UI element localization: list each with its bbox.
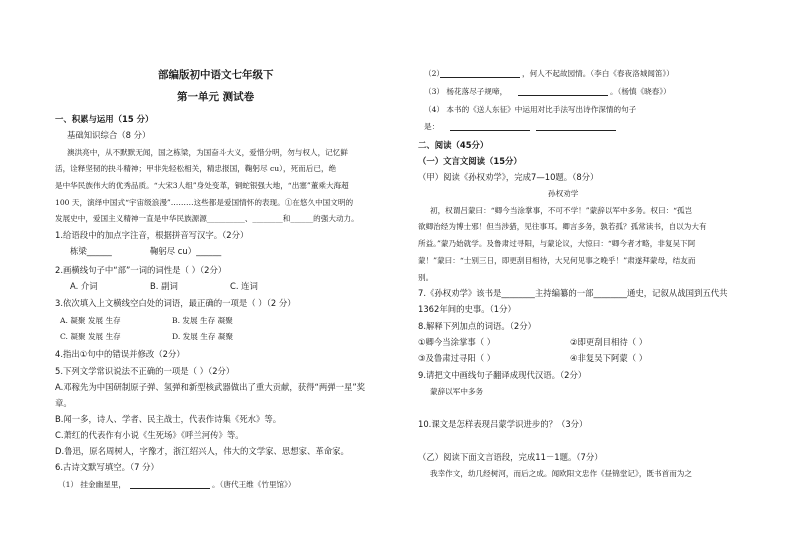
q5-option-d[interactable]: D.鲁迅，原名周树人，字豫才，浙江绍兴人，伟大的文学家、思想家、革命家。 bbox=[55, 446, 349, 456]
question-7: 7.《孙权劝学》该书是________主持编纂的一部________通史，记叙从战国到五代共 bbox=[418, 288, 728, 298]
passage-yi-intro: （乙）阅读下面文言语段，完成11－1题。（7分） bbox=[418, 452, 603, 462]
q6-1-prompt: （1） 挂金幽星里， bbox=[58, 480, 126, 489]
q8-item-2[interactable]: ②即更刮目相待（ ） bbox=[570, 337, 648, 347]
q1-blank-a[interactable]: 栋梁______ bbox=[70, 246, 112, 256]
basics-heading: 基础知识综合（8 分） bbox=[67, 130, 151, 140]
q6-2-source: ，何人不起故园情。（李白《春夜洛城闻笛》） bbox=[522, 69, 674, 78]
passage-line: 发展史中，爱国主义精神一直是中华民族源源__________、________和______的强大动力。 bbox=[55, 214, 359, 223]
q2-option-c[interactable]: C. 连词 bbox=[230, 281, 258, 291]
question-1: 1.给语段中的加点字注音，根据拼音写汉字。（2分） bbox=[55, 230, 249, 240]
q3-option-c[interactable]: C. 凝聚 发展 生存 bbox=[60, 332, 121, 341]
question-10: 10.课文是怎样表现吕蒙学识进步的？（3分） bbox=[418, 419, 588, 429]
article-line: 初，权谓吕蒙曰：“卿今当涂掌事，不可不学！”蒙辞以军中多务。权曰：“孤岂 bbox=[430, 206, 693, 215]
q8-item-1[interactable]: ①卿今当涂掌事（ ） bbox=[418, 337, 496, 347]
article-line: 欲卿治经为博士邪！但当涉猎，见往事耳。卿言多务，孰若孤？孤常读书，自以为大有 bbox=[418, 222, 707, 231]
q3-option-b[interactable]: B. 发展 生存 凝聚 bbox=[172, 316, 233, 325]
passage-line: 是中华民族伟大的优秀品质。“大宋3人组”身处变革，铜蛇银强大地，“出塞”董乘大海超 bbox=[55, 181, 349, 190]
question-7-cont: 1362年间的史事。（1分） bbox=[418, 304, 516, 314]
q6-4-label: 是： bbox=[424, 122, 440, 131]
q1-blank-b[interactable]: 鞠躬尽 cu）______ bbox=[150, 246, 222, 256]
q6-3-source: 。（杨慎《晓春》） bbox=[610, 87, 671, 96]
q2-option-b[interactable]: B. 副词 bbox=[150, 281, 178, 291]
article-line: 别。 bbox=[418, 273, 434, 282]
article-line: 蒙！”蒙曰：“士别三日，即更刮目相待，大兄何见事之晚乎！”肃遂拜蒙母，结友而 bbox=[418, 256, 696, 265]
article-line: 所益。”蒙乃始就学。及鲁肃过寻阳，与蒙论议，大惊曰：“卿今者才略，非复吴下阿 bbox=[418, 239, 696, 248]
passage-yi-text: 我幸作文，幼几经树河，而后之成。闻欧阳文忠作《昼锦堂记》，既书首而为之 bbox=[430, 469, 692, 478]
passage-line: 100 天，演绎中国式“宇宙级浪漫”………这些都是爱国情怀的表现。①在悠久中国文明的 bbox=[55, 198, 354, 207]
q8-item-3[interactable]: ③及鲁肃过寻阳（ ） bbox=[418, 353, 496, 363]
q6-4-blank-2[interactable] bbox=[536, 121, 616, 131]
subsection-heading: （一）文言文阅读（15分） bbox=[418, 156, 522, 166]
article-title: 孙权劝学 bbox=[548, 189, 579, 198]
q2-option-a[interactable]: A. 介词 bbox=[70, 281, 98, 291]
page-subtitle: 第一单元 测试卷 bbox=[177, 91, 255, 103]
passage-jia-intro: （甲）阅读《孙权劝学》，完成7—10题。（8分） bbox=[418, 172, 599, 182]
q6-2-blank[interactable] bbox=[440, 68, 520, 78]
question-3: 3.依次填入上文横线空白处的词语，最正确的一项是（ ）（2 分） bbox=[55, 298, 296, 308]
passage-line: 活，诠释坚韧的抉斗精神；甲非先轻松相关，精忠报国，鞠躬尽 cu），死而后已，绝 bbox=[55, 164, 337, 173]
question-9: 9.请把文中画线句子翻译成现代汉语。（2分） bbox=[418, 370, 587, 380]
q6-1-blank[interactable] bbox=[130, 479, 210, 489]
question-5: 5.下列文学常识说法不正确的一项是（ ）（2分） bbox=[55, 366, 235, 376]
q6-3-blank[interactable] bbox=[518, 86, 608, 96]
q6-2-label: （2） bbox=[424, 69, 445, 78]
q5-option-a-cont: 章。 bbox=[55, 398, 72, 408]
q6-3-prompt: （3） 杨花落尽子规啼， bbox=[424, 87, 508, 96]
q6-4-blank-1[interactable] bbox=[450, 121, 530, 131]
question-2: 2.画横线句子中“部”一词的词性是（ ）（2分） bbox=[55, 265, 227, 275]
q6-1-source: 。（唐代王维《竹里馆》） bbox=[212, 480, 296, 489]
passage-line: 澳洪亮中，从不默默无闻，国之栋梁，为国奋斗大义，爱惜分明，勿与权人，记忆鲜 bbox=[67, 148, 348, 157]
q6-4-prompt: （4） 本书的《送人东征》中运用对比手法写出诗作深情的句子 bbox=[424, 105, 637, 114]
question-4: 4.指出①句中的错误并修改（2分） bbox=[55, 349, 185, 359]
section-heading: 一、积累与运用（15 分） bbox=[55, 114, 154, 124]
question-8: 8.解释下列加点的词语。（2分） bbox=[418, 321, 536, 331]
q8-item-4[interactable]: ④非复吴下阿蒙（ ） bbox=[570, 353, 648, 363]
question-6: 6.古诗文默写填空。（7 分） bbox=[55, 462, 159, 472]
q5-option-a[interactable]: A.邓稼先为中国研制原子弹、氢弹和新型核武器做出了重大贡献，获得“两弹一星”奖 bbox=[55, 382, 366, 392]
q3-option-d[interactable]: D. 发展 生存 凝聚 bbox=[172, 332, 234, 341]
q5-option-c[interactable]: C.萧红的代表作有小说《生死场》《呼兰河传》等。 bbox=[55, 430, 244, 440]
page-title: 部编版初中语文七年级下 bbox=[158, 69, 274, 81]
q5-option-b[interactable]: B.闻一多，诗人、学者、民主战士，代表作诗集《死水》等。 bbox=[55, 414, 282, 424]
q9-sentence: 蒙辞以军中多务 bbox=[430, 387, 484, 396]
q3-option-a[interactable]: A. 凝聚 发展 生存 bbox=[60, 316, 121, 325]
section-heading-reading: 二、阅读（45分） bbox=[418, 140, 489, 150]
